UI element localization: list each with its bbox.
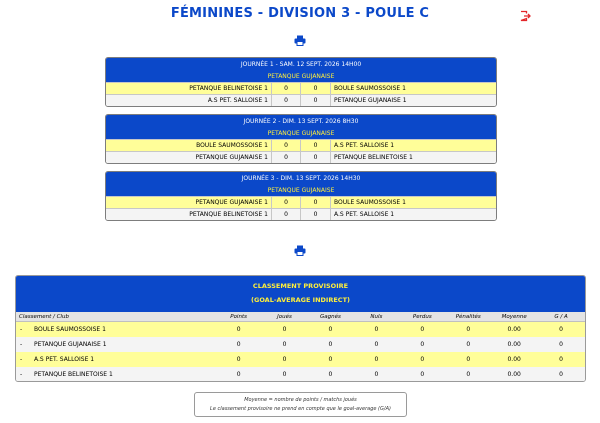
perdus-cell: 0 xyxy=(420,356,425,363)
col-penalites-header: Pénalités xyxy=(455,314,481,320)
joues-cell: 0 xyxy=(282,326,287,333)
home-team: PETANQUE GUJANAISE 1 xyxy=(106,196,272,208)
printer-icon[interactable] xyxy=(294,245,306,256)
moyenne-cell: 0.00 xyxy=(507,356,521,363)
journee-club: PETANQUE GUJANAISE xyxy=(106,186,496,196)
match-row xyxy=(106,196,496,208)
printer-icon[interactable] xyxy=(294,35,306,46)
away-score: 0 xyxy=(301,151,331,163)
joues-cell: 0 xyxy=(282,371,287,378)
club-name: PETANQUE BELINETOISE 1 xyxy=(34,371,113,378)
table-row xyxy=(16,352,585,367)
home-team: PETANQUE BELINETOISE 1 xyxy=(106,208,272,220)
away-score: 0 xyxy=(301,82,331,94)
ga-cell: 0 xyxy=(559,341,563,348)
home-score: 0 xyxy=(272,151,301,163)
away-team: BOULE SAUMOSSOISE 1 xyxy=(331,82,496,94)
journee-club: PETANQUE GUJANAISE xyxy=(106,129,496,139)
journee-3-table xyxy=(105,171,497,221)
home-score: 0 xyxy=(272,196,301,208)
penalites-cell: 0 xyxy=(466,341,471,348)
joues-cell: 0 xyxy=(282,341,287,348)
col-club-header: Classement / Club xyxy=(19,314,69,320)
nuls-cell: 0 xyxy=(374,371,379,378)
club-cell xyxy=(16,337,216,352)
home-team: A.S PET. SALLOISE 1 xyxy=(106,94,272,106)
gagnes-cell: 0 xyxy=(328,341,333,348)
journee-1-table xyxy=(105,57,497,107)
penalites-cell: 0 xyxy=(466,356,471,363)
col-gagnes-header: Gagnés xyxy=(320,314,341,320)
table-row xyxy=(16,367,585,382)
club-name: A.S PET. SALLOISE 1 xyxy=(34,356,95,363)
joues-cell: 0 xyxy=(282,356,287,363)
match-row xyxy=(106,82,496,94)
home-score: 0 xyxy=(272,82,301,94)
gagnes-cell: 0 xyxy=(328,371,333,378)
away-team: BOULE SAUMOSSOISE 1 xyxy=(331,196,496,208)
club-name: PETANQUE GUJANAISE 1 xyxy=(34,341,107,348)
rank-bullet: - xyxy=(20,356,23,363)
exit-icon[interactable] xyxy=(519,10,531,22)
away-score: 0 xyxy=(301,139,331,151)
gagnes-cell: 0 xyxy=(328,356,333,363)
col-perdus-header: Perdus xyxy=(412,314,432,320)
nuls-cell: 0 xyxy=(374,356,379,363)
classement-title: CLASSEMENT PROVISOIRE xyxy=(252,282,349,290)
points-cell: 0 xyxy=(236,371,241,378)
away-score: 0 xyxy=(301,196,331,208)
table-row xyxy=(16,322,585,337)
ga-cell: 0 xyxy=(559,326,563,333)
col-ga-header: G / A xyxy=(554,314,568,320)
away-score: 0 xyxy=(301,208,331,220)
classement-header xyxy=(16,276,585,312)
away-score: 0 xyxy=(301,94,331,106)
journee-2-table xyxy=(105,114,497,164)
club-cell xyxy=(16,352,216,367)
journee-title: JOURNÉE 1 - SAM. 12 SEPT. 2026 14H00 xyxy=(106,58,496,72)
club-cell xyxy=(16,322,216,337)
moyenne-cell: 0.00 xyxy=(507,326,521,333)
journee-title: JOURNÉE 2 - DIM. 13 SEPT. 2026 8H30 xyxy=(106,115,496,129)
away-team: A.S PET. SALLOISE 1 xyxy=(331,208,496,220)
page-title: FÉMININES - DIVISION 3 - POULE C xyxy=(170,6,430,21)
ga-cell: 0 xyxy=(559,356,563,363)
match-row xyxy=(106,94,496,106)
legend-note xyxy=(194,392,407,417)
col-nuls-header: Nuls xyxy=(370,314,383,320)
col-joues-header: Joués xyxy=(277,314,292,320)
away-team: PETANQUE BELINETOISE 1 xyxy=(331,151,496,163)
column-headers xyxy=(16,312,585,322)
classement-table xyxy=(15,275,586,382)
moyenne-cell: 0.00 xyxy=(507,371,521,378)
nuls-cell: 0 xyxy=(374,326,379,333)
home-score: 0 xyxy=(272,208,301,220)
nuls-cell: 0 xyxy=(374,341,379,348)
away-team: A.S PET. SALLOISE 1 xyxy=(331,139,496,151)
table-row xyxy=(16,337,585,352)
penalites-cell: 0 xyxy=(466,371,471,378)
points-cell: 0 xyxy=(236,356,241,363)
home-team: BOULE SAUMOSSOISE 1 xyxy=(106,139,272,151)
journee-title: JOURNÉE 3 - DIM. 13 SEPT. 2026 14H30 xyxy=(106,172,496,186)
match-row xyxy=(106,139,496,151)
rank-bullet: - xyxy=(20,371,23,378)
club-name: BOULE SAUMOSSOISE 1 xyxy=(34,326,106,333)
home-score: 0 xyxy=(272,139,301,151)
penalites-cell: 0 xyxy=(466,326,471,333)
moyenne-cell: 0.00 xyxy=(507,341,521,348)
ga-cell: 0 xyxy=(559,371,563,378)
home-score: 0 xyxy=(272,94,301,106)
perdus-cell: 0 xyxy=(420,341,425,348)
col-moyenne-header: Moyenne xyxy=(501,314,527,320)
perdus-cell: 0 xyxy=(420,371,425,378)
club-cell xyxy=(16,367,216,382)
match-row xyxy=(106,151,496,163)
note-line-2: Le classement provisoire ne prend en compte que le goal-average (G/A) xyxy=(210,406,391,412)
home-team: PETANQUE GUJANAISE 1 xyxy=(106,151,272,163)
points-cell: 0 xyxy=(236,326,241,333)
away-team: PETANQUE GUJANAISE 1 xyxy=(331,94,496,106)
points-cell: 0 xyxy=(236,341,241,348)
gagnes-cell: 0 xyxy=(328,326,333,333)
match-row xyxy=(106,208,496,220)
rank-bullet: - xyxy=(20,326,23,333)
home-team: PETANQUE BELINETOISE 1 xyxy=(106,82,272,94)
note-line-1: Moyenne = nombre de points / matchs joués xyxy=(244,397,357,403)
perdus-cell: 0 xyxy=(420,326,425,333)
rank-bullet: - xyxy=(20,341,23,348)
col-points-header: Points xyxy=(230,314,247,320)
journee-club: PETANQUE GUJANAISE xyxy=(106,72,496,82)
classement-subtitle: (GOAL-AVERAGE INDIRECT) xyxy=(251,296,350,304)
